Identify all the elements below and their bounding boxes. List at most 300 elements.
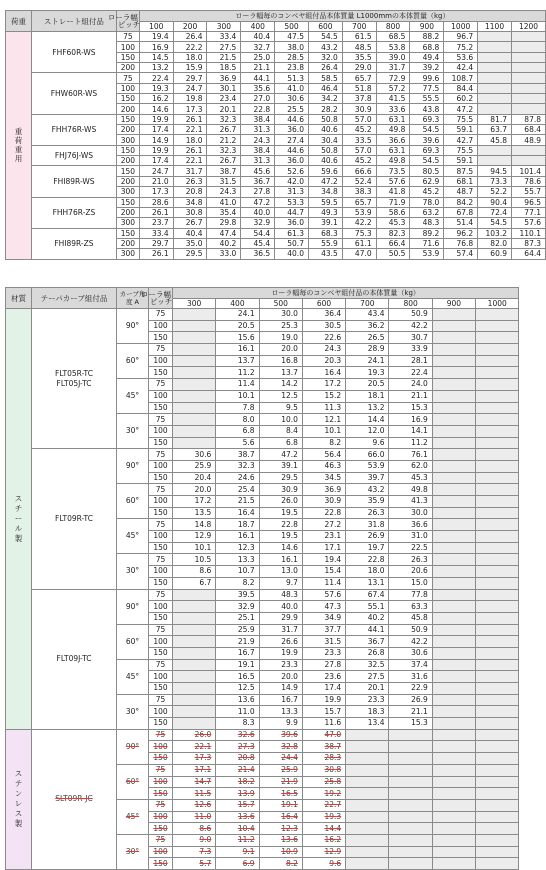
weight-cell: 36.4	[302, 309, 345, 321]
weight-cell: 87.5	[444, 166, 478, 176]
curve-angle-cell: 60°	[117, 344, 149, 379]
weight-cell: 41.5	[376, 94, 410, 104]
weight-cell	[476, 858, 519, 870]
weight-cell: 18.7	[216, 519, 259, 531]
weight-cell: 30.9	[302, 496, 345, 508]
weight-cell: 25.9	[259, 764, 302, 776]
weight-cell: 33.6	[376, 104, 410, 114]
pitch-cell: 100	[149, 390, 173, 402]
pitch-cell: 75	[149, 379, 173, 391]
weight-cell: 34.8	[173, 197, 207, 207]
weight-cell: 21.9	[216, 636, 259, 648]
weight-cell: 24.3	[207, 187, 241, 197]
weight-cell: 66.4	[376, 238, 410, 248]
pitch-cell: 150	[149, 577, 173, 589]
weight-cell: 13.6	[216, 811, 259, 823]
weight-cell: 17.4	[139, 156, 173, 166]
weight-cell: 23.8	[275, 63, 309, 73]
weight-cell: 13.2	[346, 402, 389, 414]
weight-cell: 21.9	[259, 776, 302, 788]
weight-cell: 22.1	[173, 156, 207, 166]
weight-cell: 30.0	[259, 309, 302, 321]
weight-cell	[432, 823, 475, 835]
model-header: テーパカーブ組付品	[32, 288, 117, 309]
weight-cell	[476, 309, 519, 321]
weight-cell: 25.1	[216, 612, 259, 624]
weight-cell: 63.3	[389, 601, 432, 613]
weight-cell	[476, 729, 519, 741]
weight-cell: 75.2	[444, 42, 478, 52]
weight-cell: 29.8	[207, 218, 241, 228]
weight-cell: 30.9	[259, 484, 302, 496]
model-name: FHJ76J-WS	[31, 145, 116, 166]
weight-cell: 43.8	[410, 104, 444, 114]
weight-cell: 9.7	[259, 577, 302, 589]
width-header: 500	[275, 22, 309, 32]
weight-cell: 39.1	[308, 218, 342, 228]
weight-cell: 25.9	[173, 460, 216, 472]
weight-cell	[476, 694, 519, 706]
weight-cell: 10.4	[216, 823, 259, 835]
weight-cell: 99.6	[410, 73, 444, 83]
table-row	[6, 197, 546, 207]
weight-cell: 30.1	[207, 83, 241, 93]
pitch-label: ピッチ	[150, 297, 173, 306]
weight-cell: 21.5	[216, 496, 259, 508]
weight-cell: 23.3	[346, 694, 389, 706]
weight-cell: 26.4	[308, 63, 342, 73]
weight-cell: 32.8	[259, 741, 302, 753]
weight-cell: 68.8	[410, 42, 444, 52]
weight-cell: 45.3	[389, 472, 432, 484]
weight-cell: 27.3	[216, 741, 259, 753]
weight-cell: 6.7	[173, 577, 216, 589]
weight-cell: 40.6	[308, 125, 342, 135]
weight-cell	[476, 811, 519, 823]
table-title: ローラ幅毎のコンベヤ組付品の本体質量（kg）	[173, 288, 519, 299]
weight-cell	[389, 858, 432, 870]
weight-cell	[432, 671, 475, 683]
weight-cell: 16.9	[389, 414, 432, 426]
weight-cell: 32.3	[216, 460, 259, 472]
weight-cell: 20.5	[216, 320, 259, 332]
weight-cell: 19.7	[346, 542, 389, 554]
weight-cell	[432, 460, 475, 472]
weight-cell: 51.3	[275, 73, 309, 83]
weight-cell: 33.4	[139, 228, 173, 238]
width-header: 800	[376, 22, 410, 32]
weight-cell: 89.2	[410, 228, 444, 238]
weight-cell: 13.5	[173, 507, 216, 519]
material-header: 材質	[6, 288, 32, 309]
weight-cell: 81.7	[478, 114, 512, 124]
pitch-cell: 150	[149, 823, 173, 835]
weight-cell: 49.8	[376, 125, 410, 135]
weight-cell: 14.9	[139, 135, 173, 145]
weight-cell	[476, 741, 519, 753]
weight-cell	[173, 320, 216, 332]
weight-cell: 47.2	[308, 176, 342, 186]
pitch-cell: 100	[149, 566, 173, 578]
weight-cell: 16.1	[259, 554, 302, 566]
weight-cell: 61.1	[342, 238, 376, 248]
weight-cell: 16.1	[216, 344, 259, 356]
weight-cell	[432, 484, 475, 496]
weight-cell	[476, 402, 519, 414]
weight-cell: 45.8	[389, 612, 432, 624]
weight-cell: 28.1	[389, 355, 432, 367]
weight-cell: 12.3	[259, 823, 302, 835]
weight-cell: 17.4	[139, 125, 173, 135]
weight-cell: 11.0	[216, 706, 259, 718]
weight-cell: 55.1	[346, 601, 389, 613]
weight-cell: 45.2	[342, 125, 376, 135]
weight-cell: 19.1	[216, 659, 259, 671]
weight-cell: 23.3	[259, 659, 302, 671]
weight-cell: 14.2	[259, 379, 302, 391]
weight-cell: 30.0	[389, 507, 432, 519]
weight-cell	[346, 846, 389, 858]
weight-cell: 60.2	[444, 94, 478, 104]
weight-cell: 13.6	[259, 834, 302, 846]
weight-cell: 19.9	[139, 145, 173, 155]
weight-cell: 15.3	[389, 402, 432, 414]
weight-cell: 50.9	[389, 309, 432, 321]
weight-cell	[476, 542, 519, 554]
weight-cell: 15.2	[302, 390, 345, 402]
weight-cell: 75.5	[444, 114, 478, 124]
weight-cell: 23.1	[302, 531, 345, 543]
weight-cell	[478, 94, 512, 104]
weight-cell	[432, 554, 475, 566]
weight-cell: 21.2	[207, 135, 241, 145]
weight-cell: 26.3	[389, 554, 432, 566]
weight-cell: 62.0	[389, 460, 432, 472]
weight-cell	[476, 379, 519, 391]
weight-cell: 30.8	[302, 764, 345, 776]
weight-cell: 43.2	[346, 484, 389, 496]
weight-cell	[346, 753, 389, 765]
weight-cell	[389, 788, 432, 800]
weight-cell: 49.8	[376, 156, 410, 166]
weight-cell: 41.8	[376, 187, 410, 197]
weight-cell	[173, 309, 216, 321]
weight-cell: 52.6	[275, 166, 309, 176]
weight-cell: 65.7	[342, 197, 376, 207]
weight-cell: 15.9	[173, 63, 207, 73]
weight-cell: 22.4	[389, 367, 432, 379]
weight-cell: 36.7	[241, 176, 275, 186]
width-header: 600	[302, 299, 345, 309]
weight-cell: 31.7	[376, 63, 410, 73]
pitch-cell: 100	[149, 460, 173, 472]
weight-cell	[512, 52, 546, 62]
weight-cell: 36.0	[275, 156, 309, 166]
weight-cell: 44.1	[241, 73, 275, 83]
pitch-cell: 150	[149, 612, 173, 624]
weight-cell	[476, 507, 519, 519]
weight-cell	[173, 647, 216, 659]
pitch-cell: 200	[116, 238, 139, 248]
weight-cell: 24.4	[259, 753, 302, 765]
weight-cell: 19.9	[259, 647, 302, 659]
weight-cell: 84.2	[444, 197, 478, 207]
weight-cell	[173, 367, 216, 379]
weight-cell: 36.0	[275, 125, 309, 135]
weight-cell: 36.6	[389, 519, 432, 531]
weight-cell	[512, 104, 546, 114]
weight-cell: 23.3	[302, 647, 345, 659]
pitch-cell: 300	[116, 187, 139, 197]
weight-cell: 96.7	[444, 32, 478, 42]
weight-cell: 84.4	[444, 83, 478, 93]
weight-cell: 13.4	[346, 718, 389, 730]
weight-cell: 22.6	[302, 332, 345, 344]
weight-cell: 5.6	[216, 437, 259, 449]
weight-cell: 63.7	[478, 125, 512, 135]
pitch-cell: 75	[116, 73, 139, 83]
curve-angle-cell: 90°	[117, 309, 149, 344]
weight-cell: 39.2	[410, 63, 444, 73]
weight-cell: 42.2	[342, 218, 376, 228]
weight-cell	[173, 425, 216, 437]
pitch-cell: 200	[116, 207, 139, 217]
weight-cell	[476, 601, 519, 613]
weight-cell: 19.4	[302, 554, 345, 566]
weight-cell	[432, 858, 475, 870]
weight-cell	[346, 776, 389, 788]
weight-cell: 50.5	[376, 249, 410, 259]
weight-cell: 26.1	[173, 114, 207, 124]
weight-cell: 59.1	[444, 125, 478, 135]
weight-cell: 53.3	[275, 197, 309, 207]
weight-cell: 38.4	[241, 145, 275, 155]
weight-cell: 17.1	[302, 542, 345, 554]
weight-cell: 9.1	[216, 846, 259, 858]
weight-cell: 29.5	[259, 472, 302, 484]
weight-cell: 63.1	[376, 114, 410, 124]
weight-cell: 21.4	[216, 764, 259, 776]
weight-cell	[173, 612, 216, 624]
material-cell: ステンレス製	[6, 729, 32, 869]
weight-cell	[476, 683, 519, 695]
model-name: FLT09R-TC	[32, 449, 117, 589]
weight-cell: 38.7	[302, 741, 345, 753]
weight-cell: 31.7	[259, 624, 302, 636]
pitch-cell: 100	[149, 531, 173, 543]
weight-cell	[476, 519, 519, 531]
weight-cell	[476, 589, 519, 601]
weight-cell: 39.6	[259, 729, 302, 741]
weight-cell: 16.7	[216, 647, 259, 659]
weight-cell: 35.9	[346, 496, 389, 508]
weight-cell: 10.9	[259, 846, 302, 858]
weight-cell	[432, 390, 475, 402]
weight-cell	[478, 145, 512, 155]
weight-cell: 25.4	[216, 484, 259, 496]
pitch-cell: 150	[116, 166, 139, 176]
weight-cell: 45.8	[478, 135, 512, 145]
weight-cell: 20.3	[302, 355, 345, 367]
weight-cell	[476, 332, 519, 344]
weight-cell: 40.0	[241, 207, 275, 217]
weight-cell: 80.5	[410, 166, 444, 176]
weight-cell	[173, 601, 216, 613]
weight-cell	[432, 344, 475, 356]
weight-cell	[432, 496, 475, 508]
weight-cell	[476, 718, 519, 730]
weight-cell: 45.2	[342, 156, 376, 166]
weight-cell: 13.3	[216, 554, 259, 566]
weight-cell: 29.9	[259, 612, 302, 624]
pitch-cell: 100	[149, 355, 173, 367]
weight-cell	[476, 449, 519, 461]
weight-cell: 20.5	[346, 379, 389, 391]
weight-cell: 56.4	[302, 449, 345, 461]
weight-cell: 41.3	[389, 496, 432, 508]
weight-cell	[432, 764, 475, 776]
weight-cell: 39.0	[376, 52, 410, 62]
weight-cell: 87.3	[512, 238, 546, 248]
weight-cell: 13.2	[139, 63, 173, 73]
weight-cell: 40.4	[241, 32, 275, 42]
weight-cell: 32.6	[216, 729, 259, 741]
weight-cell	[346, 799, 389, 811]
weight-cell	[476, 367, 519, 379]
weight-cell	[432, 309, 475, 321]
weight-cell: 40.4	[173, 228, 207, 238]
weight-cell: 35.5	[342, 52, 376, 62]
weight-cell	[173, 706, 216, 718]
weight-cell: 33.9	[389, 344, 432, 356]
weight-cell: 67.4	[346, 589, 389, 601]
weight-cell: 35.4	[207, 207, 241, 217]
weight-cell	[476, 647, 519, 659]
weight-cell	[432, 799, 475, 811]
weight-cell: 17.4	[302, 683, 345, 695]
weight-cell: 19.8	[173, 94, 207, 104]
weight-cell: 45.6	[241, 166, 275, 176]
weight-cell: 68.1	[444, 176, 478, 186]
weight-cell: 53.8	[376, 42, 410, 52]
weight-cell: 12.9	[173, 531, 216, 543]
weight-cell	[173, 671, 216, 683]
pitch-cell: 100	[116, 83, 139, 93]
weight-cell	[432, 706, 475, 718]
width-pitch-corner	[107, 11, 141, 32]
weight-cell: 28.3	[302, 753, 345, 765]
weight-cell	[389, 811, 432, 823]
pitch-cell: 150	[149, 753, 173, 765]
weight-cell: 26.0	[259, 496, 302, 508]
weight-cell: 48.9	[512, 135, 546, 145]
width-header: 600	[308, 22, 342, 32]
weight-cell: 57.0	[342, 145, 376, 155]
pitch-cell: 75	[149, 834, 173, 846]
pitch-cell: 100	[149, 671, 173, 683]
weight-cell: 57.6	[512, 218, 546, 228]
weight-cell	[173, 437, 216, 449]
weight-cell: 27.2	[302, 519, 345, 531]
weight-cell: 27.4	[275, 135, 309, 145]
weight-cell	[432, 379, 475, 391]
weight-cell: 78.6	[512, 176, 546, 186]
weight-cell: 20.8	[216, 753, 259, 765]
pitch-cell: 75	[149, 589, 173, 601]
weight-cell: 25.9	[216, 624, 259, 636]
weight-cell: 58.5	[308, 73, 342, 83]
pitch-cell: 150	[149, 683, 173, 695]
pitch-cell: 75	[149, 554, 173, 566]
pitch-cell: 75	[149, 414, 173, 426]
weight-cell: 11.4	[302, 577, 345, 589]
weight-cell	[173, 589, 216, 601]
weight-cell: 43.2	[308, 42, 342, 52]
weight-cell: 53.6	[444, 52, 478, 62]
weight-cell	[432, 647, 475, 659]
pitch-cell: 150	[116, 197, 139, 207]
curve-angle-cell: 90°	[117, 589, 149, 624]
pitch-cell: 200	[116, 125, 139, 135]
weight-cell: 44.1	[346, 624, 389, 636]
weight-cell: 13.7	[259, 367, 302, 379]
table-row	[6, 73, 546, 83]
weight-cell: 22.7	[302, 799, 345, 811]
weight-cell: 19.0	[259, 332, 302, 344]
weight-cell: 36.9	[302, 484, 345, 496]
weight-cell: 13.6	[216, 694, 259, 706]
weight-cell	[478, 42, 512, 52]
pitch-cell: 75	[149, 344, 173, 356]
weight-cell: 16.5	[216, 671, 259, 683]
weight-cell	[478, 156, 512, 166]
pitch-cell: 150	[116, 228, 139, 238]
width-header: 400	[216, 299, 259, 309]
straight-assembly-weight-table	[5, 10, 546, 260]
pitch-cell: 75	[149, 659, 173, 671]
curve-angle-cell: 30°	[117, 414, 149, 449]
weight-cell: 60.9	[478, 249, 512, 259]
weight-cell: 13.3	[259, 706, 302, 718]
weight-cell	[432, 320, 475, 332]
weight-cell: 61.5	[342, 32, 376, 42]
pitch-cell: 100	[149, 811, 173, 823]
weight-cell	[476, 764, 519, 776]
curve-angle-header: カーブ角度 A	[117, 288, 149, 309]
weight-cell: 16.4	[302, 367, 345, 379]
weight-cell: 13.1	[346, 577, 389, 589]
weight-cell: 68.5	[376, 32, 410, 42]
weight-cell: 12.6	[173, 799, 216, 811]
weight-cell	[432, 577, 475, 589]
pitch-cell: 150	[116, 114, 139, 124]
weight-cell: 31.5	[302, 636, 345, 648]
weight-cell: 22.9	[389, 683, 432, 695]
pitch-cell: 75	[149, 449, 173, 461]
weight-cell	[432, 612, 475, 624]
width-pitch-corner	[141, 288, 173, 309]
weight-cell: 50.8	[308, 114, 342, 124]
weight-cell: 27.8	[241, 187, 275, 197]
weight-cell: 19.5	[259, 507, 302, 519]
weight-cell: 30.7	[389, 332, 432, 344]
weight-cell: 25.0	[241, 52, 275, 62]
weight-cell: 12.1	[302, 414, 345, 426]
weight-cell	[476, 706, 519, 718]
weight-cell: 36.9	[207, 73, 241, 83]
weight-cell: 26.1	[139, 207, 173, 217]
weight-cell: 34.9	[302, 612, 345, 624]
